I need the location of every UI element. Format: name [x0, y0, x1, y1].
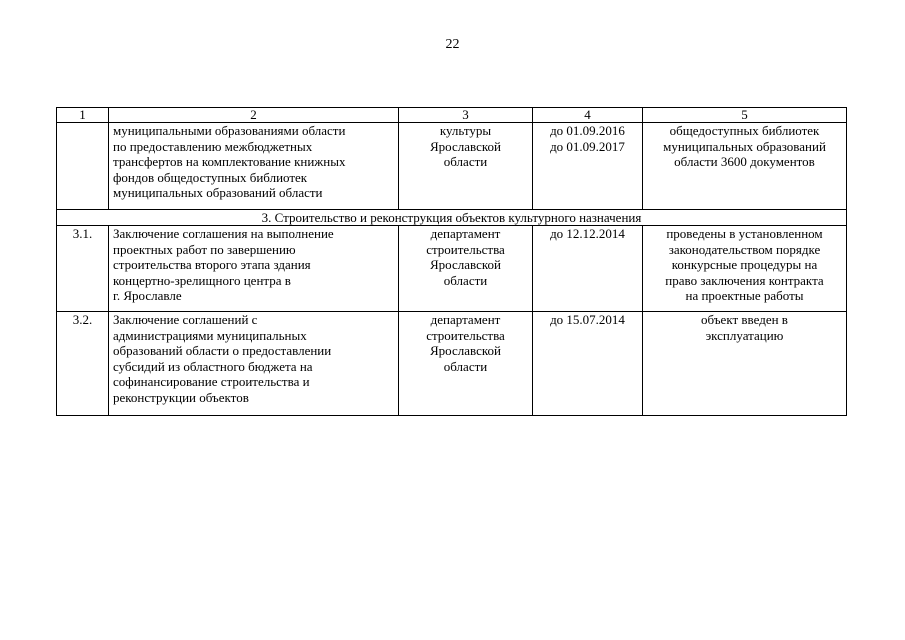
row-executor: культуры Ярославской области	[399, 123, 533, 210]
table-row	[57, 312, 847, 416]
page-number: 22	[445, 37, 460, 52]
row-description: Заключение соглашений с администрациями муниципальных образований области о предоставлении субсидий из областного бюджета на софинансирование строительства и реконструкции объектов	[109, 312, 399, 416]
row-result: общедоступных библиотек муниципальных образований области 3600 документов	[643, 123, 847, 210]
column-header: 2	[109, 108, 399, 123]
row-result: проведены в установленном законодательством порядке конкурсные процедуры на право заключения контракта на проектные работы	[643, 226, 847, 312]
table-header-row	[57, 108, 847, 123]
row-result: объект введен в эксплуатацию	[643, 312, 847, 416]
row-executor: департамент строительства Ярославской области	[399, 312, 533, 416]
row-number: 3.1.	[57, 226, 109, 312]
table-row	[57, 123, 847, 210]
row-number	[57, 123, 109, 210]
column-header: 5	[643, 108, 847, 123]
row-description: Заключение соглашения на выполнение проектных работ по завершению строительства второго этапа здания концертно-зрелищного центра в г. Ярославле	[109, 226, 399, 312]
plan-table	[56, 107, 847, 416]
row-deadline: до 01.09.2016 до 01.09.2017	[533, 123, 643, 210]
section-title: 3. Строительство и реконструкция объектов культурного назначения	[57, 210, 847, 226]
row-executor: департамент строительства Ярославской области	[399, 226, 533, 312]
row-deadline: до 15.07.2014	[533, 312, 643, 416]
row-description: муниципальными образованиями области по предоставлению межбюджетных трансфертов на комплектование книжных фондов общедоступных библиотек муниципальных образований области	[109, 123, 399, 210]
column-header: 3	[399, 108, 533, 123]
row-deadline: до 12.12.2014	[533, 226, 643, 312]
row-number: 3.2.	[57, 312, 109, 416]
column-header: 1	[57, 108, 109, 123]
section-header-row	[57, 210, 847, 226]
table-row	[57, 226, 847, 312]
column-header: 4	[533, 108, 643, 123]
